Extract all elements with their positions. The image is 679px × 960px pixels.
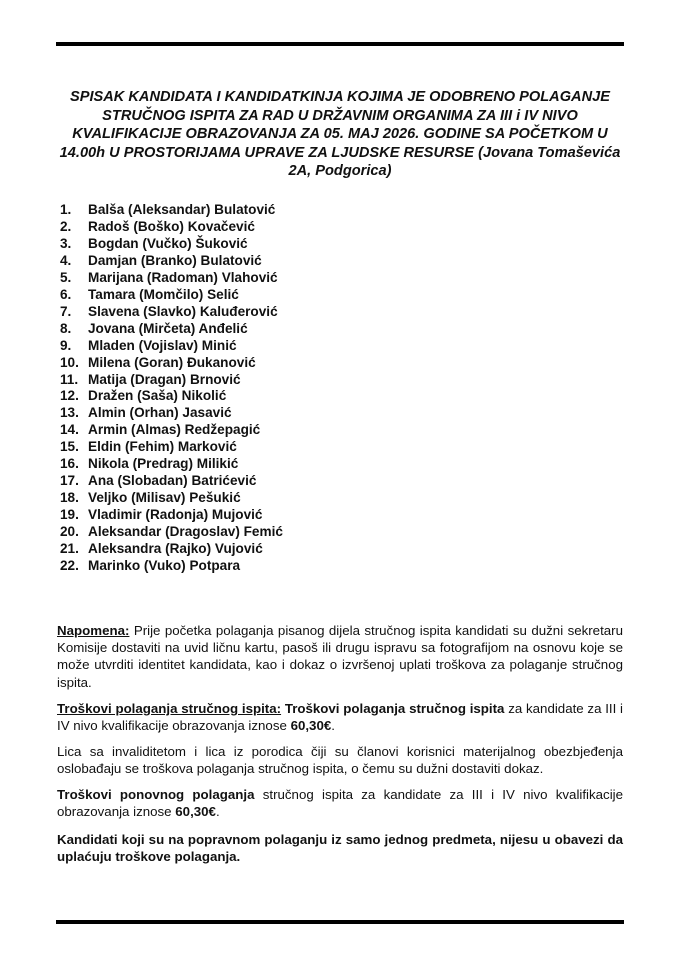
candidate-name: Nikola (Predrag) Milikić (88, 456, 239, 472)
candidate-name: Ana (Slobadan) Batrićević (88, 473, 257, 489)
candidate-item (60, 558, 283, 575)
candidate-number: 11. (60, 371, 79, 387)
retake-amount: 60,30€ (175, 804, 216, 820)
candidate-item (60, 270, 283, 287)
candidate-name: Dražen (Saša) Nikolić (88, 388, 227, 404)
candidate-item (60, 304, 283, 321)
candidate-item (60, 490, 283, 507)
retake-end: . (215, 804, 220, 820)
candidate-number: 1. (60, 202, 72, 217)
candidate-item (60, 473, 283, 490)
candidate-name: Armin (Almas) Redžepagić (88, 422, 261, 438)
candidate-number: 6. (60, 286, 72, 302)
costs-paragraph (57, 700, 623, 734)
candidate-item (60, 439, 283, 456)
candidate-name: Bogdan (Vučko) Šuković (88, 235, 248, 251)
candidate-item (60, 524, 283, 541)
candidate-list (60, 202, 283, 575)
costs-amount: 60,30€ (290, 718, 332, 734)
retake-paragraph (57, 786, 623, 820)
candidate-name: Vladimir (Radonja) Mujović (88, 507, 263, 523)
candidate-number: 2. (60, 218, 72, 234)
candidate-number: 15. (60, 439, 79, 455)
candidate-item (60, 338, 283, 355)
candidate-name: Aleksandra (Rajko) Vujović (88, 541, 263, 557)
candidate-name: Milena (Goran) Đukanović (88, 354, 256, 370)
candidate-name: Marijana (Radoman) Vlahović (88, 269, 278, 285)
candidate-number: 5. (60, 269, 72, 285)
candidate-name: Almin (Orhan) Jasavić (88, 405, 232, 421)
candidate-name: Damjan (Branko) Bulatović (88, 252, 262, 268)
candidate-number: 14. (60, 422, 79, 438)
exemption-paragraph: Lica sa invaliditetom i lica iz porodica čiji su članovi korisnici materijalnog obezbjeđenja oslobađaju se troškova polaganja stručnog ispita, o čemu su dužni dostaviti dokaz. (57, 744, 623, 777)
candidate-item (60, 456, 283, 473)
candidate-number: 7. (60, 303, 72, 319)
costs-end: . (331, 718, 335, 734)
candidate-number: 17. (60, 473, 79, 489)
candidate-number: 8. (60, 320, 72, 336)
candidate-item (60, 321, 283, 338)
candidate-name: Aleksandar (Dragoslav) Femić (88, 524, 283, 540)
candidate-item (60, 405, 283, 422)
note-text: Prije početka polaganja pisanog dijela stručnog ispita kandidati su dužni sekretaru Komisije dostaviti na uvid ličnu kartu, pasoš ili drugu ispravu sa fotografijom na osnovu koje se može utvrditi identitet kandidata, kao i dokaz o izvršenoj uplati troškova za polaganje stručnog ispita. (57, 623, 623, 690)
retake-bold: Troškovi ponovnog polaganja (57, 787, 255, 802)
candidate-number: 19. (60, 507, 79, 523)
note-label: Napomena: (57, 623, 130, 638)
candidate-item (60, 236, 283, 253)
candidate-item (60, 219, 283, 236)
candidate-number: 18. (60, 490, 79, 506)
document-title: SPISAK KANDIDATA I KANDIDATKINJA KOJIMA JE ODOBRENO POLAGANJE STRUČNOG ISPITA ZA RAD U DRŽAVNIM ORGANIMA ZA III i IV NIVO KVALIFIKACIJE OBRAZOVANJA ZA 05. MAJ 2026. GODINE SA POČETKOM U 14.00h U PROSTORIJAMA UPRAVE ZA LJUDSKE RESURSE (Jovana Tomaševića 2A, Podgorica) (59, 89, 621, 180)
candidate-name: Marinko (Vuko) Potpara (88, 558, 241, 574)
final-paragraph: Kandidati koji su na popravnom polaganju iz samo jednog predmeta, nijesu u obavezi da uplaćuju troškove polaganja. (57, 832, 623, 865)
candidate-item (60, 372, 283, 389)
candidate-name: Balša (Aleksandar) Bulatović (88, 202, 276, 217)
candidate-number: 4. (60, 252, 72, 268)
bottom-rule (56, 920, 624, 924)
candidate-name: Matija (Dragan) Brnović (88, 371, 241, 387)
note-paragraph (57, 622, 623, 691)
candidate-item (60, 422, 283, 439)
candidate-number: 10. (60, 354, 79, 370)
candidate-name: Mladen (Vojislav) Minić (88, 337, 237, 353)
candidate-number: 21. (60, 541, 79, 557)
candidate-item (60, 355, 283, 372)
candidate-name: Veljko (Milisav) Pešukić (88, 490, 241, 506)
costs-bold: Troškovi polaganja stručnog ispita (281, 701, 505, 716)
candidate-number: 9. (60, 337, 72, 353)
candidate-number: 20. (60, 524, 79, 540)
retake-text: stručnog ispita za kandidate za III i IV nivo kvalifikacije obrazovanja iznose (57, 787, 623, 820)
candidate-item (60, 388, 283, 405)
candidate-number: 3. (60, 235, 72, 251)
costs-text: za kandidate za III i IV nivo kvalifikacije obrazovanja iznose (57, 701, 624, 734)
top-rule (56, 42, 624, 46)
candidate-item (60, 541, 283, 558)
candidate-name: Eldin (Fehim) Marković (88, 439, 237, 455)
candidate-name: Radoš (Boško) Kovačević (88, 218, 255, 234)
candidate-number: 12. (60, 388, 79, 404)
candidate-number: 22. (60, 558, 79, 574)
candidate-number: 13. (60, 405, 79, 421)
candidate-item (60, 253, 283, 270)
candidate-number: 16. (60, 456, 79, 472)
candidate-name: Tamara (Momčilo) Selić (88, 286, 239, 302)
candidate-item (60, 287, 283, 304)
candidate-name: Slavena (Slavko) Kaluđerović (88, 303, 278, 319)
candidate-item (60, 202, 283, 219)
candidate-name: Jovana (Mirčeta) Anđelić (88, 320, 248, 336)
costs-label: Troškovi polaganja stručnog ispita: (57, 701, 282, 716)
candidate-item (60, 507, 283, 524)
